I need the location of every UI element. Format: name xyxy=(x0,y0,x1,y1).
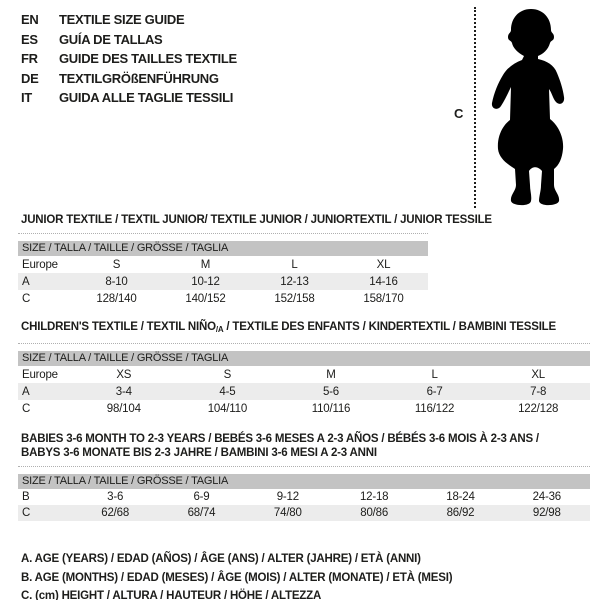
table-cell: XL xyxy=(376,258,391,271)
size-header-bar: SIZE / TALLA / TAILLE / GRÖSSE / TAGLIA xyxy=(18,474,590,489)
table-cell: 62/68 xyxy=(101,507,130,519)
row-label: Europe xyxy=(22,258,58,271)
table-cell: 12-18 xyxy=(359,491,389,503)
table-cell: 7-8 xyxy=(530,385,547,398)
table-cell: 116/122 xyxy=(414,402,455,415)
table-cell: 104/110 xyxy=(207,402,248,415)
table-cell: 68/74 xyxy=(187,507,216,519)
table-cell: 12-13 xyxy=(280,275,309,288)
language-title: GUÍA DE TALLAS xyxy=(59,31,163,47)
babies-size-table xyxy=(18,466,590,521)
table-cell: M xyxy=(326,368,336,381)
table-cell: 18-24 xyxy=(446,491,475,503)
table-cell: 74/80 xyxy=(273,507,302,519)
table-row xyxy=(18,383,590,400)
table-cell: 3-4 xyxy=(115,385,132,398)
dotted-rule xyxy=(18,343,590,344)
title-text: / TEXTILE DES ENFANTS / KINDERTEXTIL / BAMBINI TESSILE xyxy=(223,321,556,333)
table-cell: 9-12 xyxy=(276,491,299,503)
language-title: GUIDE DES TAILLES TEXTILE xyxy=(59,51,237,66)
table-row xyxy=(18,290,428,307)
table-cell: XL xyxy=(531,368,545,381)
table-cell: 4-5 xyxy=(219,385,236,398)
table-cell: 122/128 xyxy=(518,402,559,415)
section-title-line2: BABYS 3-6 MONATE BIS 2-3 JAHRE / BAMBINI 3-6 MESI A 2-3 ANNI xyxy=(21,447,377,459)
title-subscript: /A xyxy=(215,325,224,334)
table-cell: S xyxy=(112,258,121,271)
table-cell: L xyxy=(291,258,298,271)
table-cell: 6-7 xyxy=(426,385,443,398)
measurement-legend xyxy=(18,550,590,600)
row-label: C xyxy=(22,507,31,519)
language-row xyxy=(21,69,237,89)
table-cell: 86/92 xyxy=(446,507,475,519)
table-row xyxy=(18,489,590,505)
height-measure-label: C xyxy=(454,106,464,121)
dotted-rule xyxy=(18,233,428,234)
language-row xyxy=(21,30,237,50)
language-title: TEXTILGRÖßENFÜHRUNG xyxy=(59,70,219,86)
language-code: DE xyxy=(21,70,39,86)
table-cell: 14-16 xyxy=(369,275,398,288)
table-cell: L xyxy=(431,368,438,381)
row-label: A xyxy=(22,385,30,398)
row-label: C xyxy=(22,292,31,305)
section-junior-textile xyxy=(18,213,590,307)
language-row xyxy=(21,88,237,108)
language-title: GUIDA ALLE TAGLIE TESSILI xyxy=(59,90,234,105)
size-tables xyxy=(18,213,590,600)
section-babies-textile xyxy=(18,432,590,521)
table-cell: 6-9 xyxy=(193,491,210,503)
table-row xyxy=(18,273,428,290)
table-cell: 24-36 xyxy=(532,491,562,503)
childrens-size-table xyxy=(18,343,590,417)
baby-silhouette-icon xyxy=(486,7,571,207)
table-cell: 3-6 xyxy=(107,491,124,503)
legend-line-c: C. (cm) HEIGHT / ALTURA / HAUTEUR / HÖHE / ALTEZZA xyxy=(21,590,322,600)
table-cell: 140/152 xyxy=(185,292,226,305)
table-cell: 92/98 xyxy=(532,507,561,519)
dotted-rule xyxy=(18,466,590,467)
table-cell: 128/140 xyxy=(96,292,137,305)
table-cell: 5-6 xyxy=(322,385,339,398)
table-cell: M xyxy=(200,258,211,271)
table-cell: 152/158 xyxy=(274,292,315,305)
language-code: FR xyxy=(21,51,38,66)
title-text: CHILDREN'S TEXTILE / TEXTIL NIÑO xyxy=(21,321,216,333)
legend-line-a: A. AGE (YEARS) / EDAD (AÑOS) / ÂGE (ANS) / ALTER (JAHRE) / ETÀ (ANNI) xyxy=(21,553,421,565)
section-title: JUNIOR TEXTILE / TEXTIL JUNIOR/ TEXTILE JUNIOR / JUNIORTEXTIL / JUNIOR TESSILE xyxy=(21,214,492,226)
table-row xyxy=(18,366,590,383)
junior-size-table xyxy=(18,233,428,307)
table-cell: 80/86 xyxy=(360,507,389,519)
table-cell: 158/170 xyxy=(363,292,404,305)
legend-line-b: B. AGE (MONTHS) / EDAD (MESES) / ÂGE (MOIS) / ALTER (MONATE) / ETÀ (MESI) xyxy=(21,571,453,584)
table-cell: 10-12 xyxy=(191,275,220,288)
section-title-line1: BABIES 3-6 MONTH TO 2-3 YEARS / BEBÉS 3-6 MESES A 2-3 AÑOS / BÉBÉS 3-6 MOIS À 2-3 ANS / xyxy=(21,433,539,445)
table-cell: 110/116 xyxy=(311,402,351,415)
row-label: B xyxy=(22,491,30,503)
table-row xyxy=(18,400,590,417)
row-label: A xyxy=(22,275,30,288)
language-row xyxy=(21,49,237,69)
row-label: Europe xyxy=(22,368,58,381)
table-cell: 98/104 xyxy=(106,402,141,415)
row-label: C xyxy=(22,402,31,415)
language-code: ES xyxy=(21,31,38,47)
section-childrens-textile xyxy=(18,320,590,417)
language-title: TEXTILE SIZE GUIDE xyxy=(59,12,185,27)
table-row xyxy=(18,256,428,273)
table-cell: XS xyxy=(116,368,132,381)
language-code: EN xyxy=(21,12,39,27)
table-row xyxy=(18,505,590,521)
height-measure-dashed-line xyxy=(474,7,476,208)
language-code: IT xyxy=(21,90,32,105)
table-cell: S xyxy=(223,368,232,381)
table-cell: 8-10 xyxy=(105,275,128,288)
size-header-bar: SIZE / TALLA / TAILLE / GRÖSSE / TAGLIA xyxy=(18,241,428,256)
language-title-list xyxy=(21,10,237,108)
language-row xyxy=(21,10,237,30)
size-header-bar: SIZE / TALLA / TAILLE / GRÖSSE / TAGLIA xyxy=(18,351,590,366)
section-title xyxy=(18,320,590,337)
